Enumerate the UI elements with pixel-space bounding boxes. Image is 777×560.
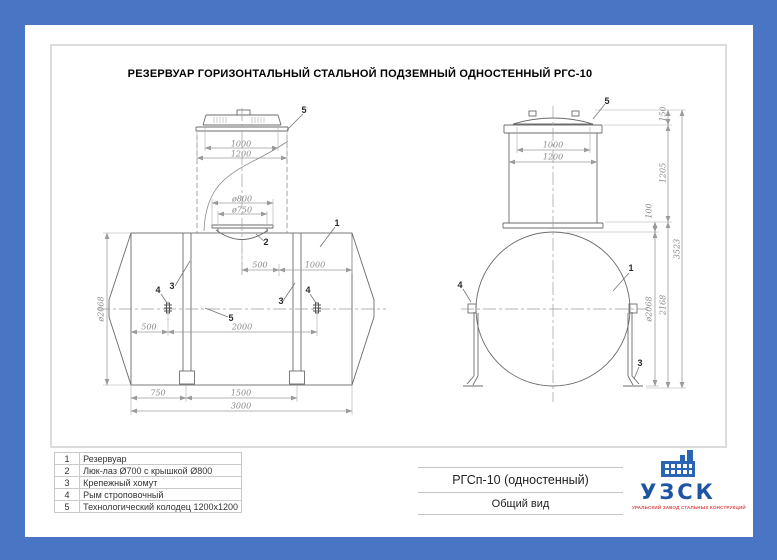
title-block [418, 467, 623, 515]
factory-icon [658, 450, 698, 477]
callout-label: 3 [637, 358, 643, 368]
callout-label: 3 [278, 296, 284, 306]
table-row [55, 465, 242, 477]
dim-label: 2000 [231, 322, 253, 332]
table-row [55, 489, 242, 501]
dim-label: ø2068 [96, 296, 106, 322]
parts-table [54, 452, 242, 513]
dim-label: ø750 [231, 205, 253, 215]
callout-label: 1 [334, 218, 340, 228]
part-number: 2 [55, 465, 80, 477]
logo-abbr: УЗСК [640, 480, 716, 504]
part-number: 1 [55, 453, 80, 465]
company-logo [632, 450, 746, 510]
callout-label: 2 [263, 237, 269, 247]
table-row [55, 501, 242, 513]
part-name: Резервуар [80, 453, 242, 465]
callout-label: 1 [628, 263, 634, 273]
callout-label: 4 [155, 285, 161, 295]
logo-tagline: УРАЛЬСКИЙ ЗАВОД СТАЛЬНЫХ КОНСТРУКЦИЙ [632, 505, 746, 510]
drawing-title: РЕЗЕРВУАР ГОРИЗОНТАЛЬНЫЙ СТАЛЬНОЙ ПОДЗЕМНЫЙ ОДНОСТЕННЫЙ РГС-10 [127, 68, 593, 80]
dim-label: 1205 [658, 162, 668, 184]
dim-label: 150 [658, 106, 668, 122]
dim-label: 1000 [542, 140, 564, 150]
callout-label: 4 [305, 285, 311, 295]
dim-label: 1200 [230, 149, 252, 159]
dim-label: 1200 [542, 152, 564, 162]
table-row [55, 453, 242, 465]
dim-label: 2168 [658, 294, 668, 316]
dim-label: 100 [644, 203, 654, 219]
dim-label: 1000 [304, 260, 326, 270]
table-row [55, 477, 242, 489]
dim-label: 750 [150, 388, 166, 398]
dim-label: 1000 [230, 139, 252, 149]
callout-label: 5 [228, 313, 234, 323]
part-number: 3 [55, 477, 80, 489]
dim-label: ø800 [231, 194, 253, 204]
model-designation: РГСп-10 (одностенный) [418, 468, 623, 493]
part-name: Технологический колодец 1200х1200 [80, 501, 242, 513]
dim-label: 1500 [230, 388, 252, 398]
part-name: Крепежный хомут [80, 477, 242, 489]
callout-label: 3 [169, 281, 175, 291]
dim-label: 3523 [672, 238, 682, 260]
part-number: 4 [55, 489, 80, 501]
callout-label: 5 [301, 105, 307, 115]
part-number: 5 [55, 501, 80, 513]
part-name: Люк-лаз Ø700 с крышкой Ø800 [80, 465, 242, 477]
dim-label: 500 [252, 260, 268, 270]
callout-label: 5 [604, 96, 610, 106]
part-name: Рым строповочный [80, 489, 242, 501]
dim-label: 3000 [230, 401, 252, 411]
dim-label: ø2068 [644, 296, 654, 322]
dim-label: 500 [141, 322, 157, 332]
callout-label: 4 [457, 280, 463, 290]
view-name: Общий вид [491, 497, 550, 510]
